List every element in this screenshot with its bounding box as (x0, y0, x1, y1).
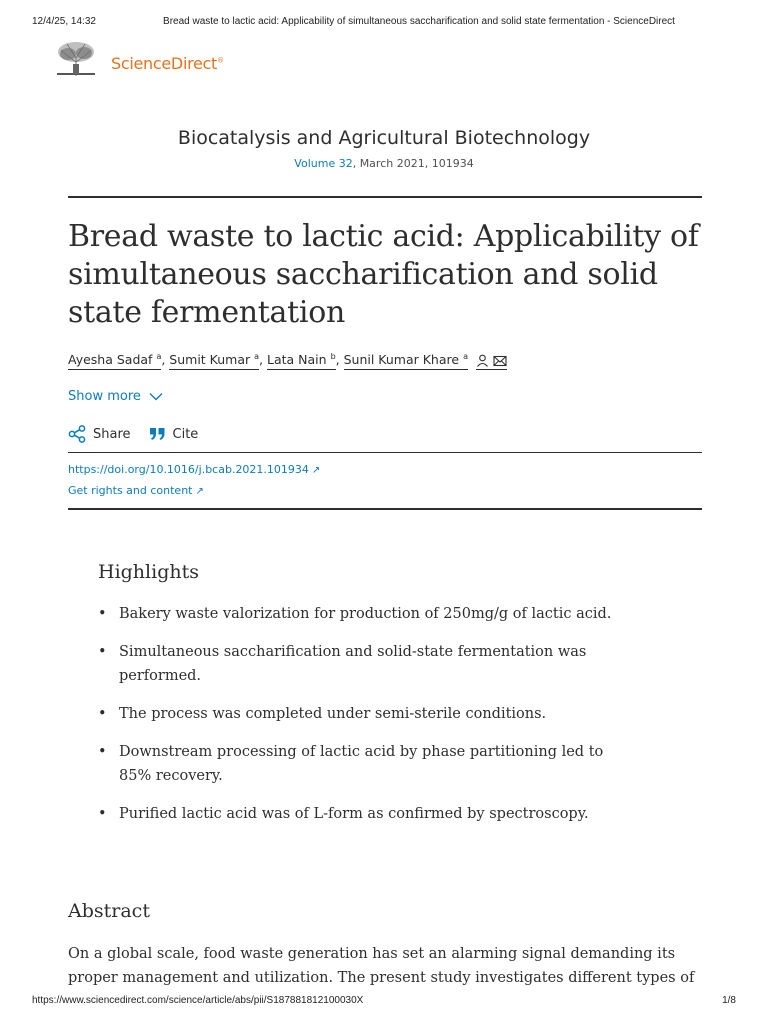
elsevier-tree-logo (53, 40, 99, 78)
article-actions (68, 425, 198, 443)
metadata-divider (68, 508, 702, 510)
article-title: Bread waste to lactic acid: Applicability of simultaneous saccharification and solid state fermentation (68, 219, 699, 330)
highlights-heading: Highlights (98, 561, 199, 583)
author-list: Ayesha Sadaf $^a$, Sumit Kumar $^a$, Lata Nain $^b$, Sunil Kumar Khare $^a$ (68, 352, 708, 370)
abstract-heading: Abstract (68, 900, 150, 922)
mail-icon (493, 355, 507, 367)
print-url: https://www.sciencedirect.com/science/article/abs/pii/S187881812100030X (32, 995, 364, 1006)
abstract-text: On a global scale, food waste generation has set an alarming signal demanding its proper management and utilization. The present study investigates different types of (68, 946, 695, 986)
journal-title[interactable]: Biocatalysis and Agricultural Biotechnology (177, 127, 591, 149)
print-header (0, 16, 768, 30)
corresponding-author-icons[interactable] (476, 352, 507, 370)
print-doc-title: Bread waste to lactic acid: Applicability of simultaneous saccharification and solid state fermentation - ScienceDirect (163, 16, 675, 27)
sciencedirect-logo[interactable] (53, 40, 273, 80)
cite-label: Cite (172, 426, 199, 442)
highlight-item: • Downstream processing of lactic acid by phase partitioning led to 85% recovery. (98, 740, 618, 788)
actions-divider (68, 452, 702, 453)
quote-icon (149, 427, 166, 441)
highlight-item: • Purified lactic acid was of L-form as confirmed by spectroscopy. (98, 802, 618, 826)
highlight-item: • Simultaneous saccharification and solid-state fermentation was performed. (98, 640, 618, 688)
rights-link[interactable] (68, 484, 204, 497)
print-footer (0, 995, 768, 1009)
author-link[interactable]: Ayesha Sadaf $^a$ (68, 352, 161, 370)
print-page-number: 1/8 (722, 995, 736, 1006)
rights-text: Get rights and content (68, 484, 193, 497)
author-link[interactable]: Lata Nain $^b$ (267, 352, 336, 370)
show-more-button[interactable] (68, 389, 163, 404)
share-icon (68, 425, 86, 443)
author-link[interactable]: Sunil Kumar Khare $^a$ (344, 352, 468, 370)
volume-line (0, 157, 768, 170)
external-link-icon: ↗ (195, 486, 204, 497)
highlights-list (98, 602, 618, 840)
print-date: 12/4/25, 14:32 (32, 16, 96, 27)
chevron-down-icon (149, 392, 163, 401)
share-label: Share (93, 426, 131, 442)
show-more-label: Show more (68, 389, 141, 404)
highlight-item: • Bakery waste valorization for production of 250mg/g of lactic acid. (98, 602, 618, 626)
doi-link[interactable] (68, 463, 320, 476)
author-link[interactable]: Sumit Kumar $^a$ (169, 352, 259, 370)
doi-text: https://doi.org/10.1016/j.bcab.2021.101934 (68, 463, 309, 476)
volume-link[interactable]: Volume 32 (294, 157, 353, 170)
highlight-item: • The process was completed under semi-sterile conditions. (98, 702, 618, 726)
cite-button[interactable] (149, 427, 199, 442)
header-divider (68, 196, 702, 198)
person-icon (476, 354, 489, 367)
external-link-icon: ↗ (311, 465, 321, 476)
brand-name: ScienceDirect® (111, 54, 224, 73)
issue-info: , March 2021, 101934 (352, 157, 474, 170)
share-button[interactable] (68, 425, 131, 443)
